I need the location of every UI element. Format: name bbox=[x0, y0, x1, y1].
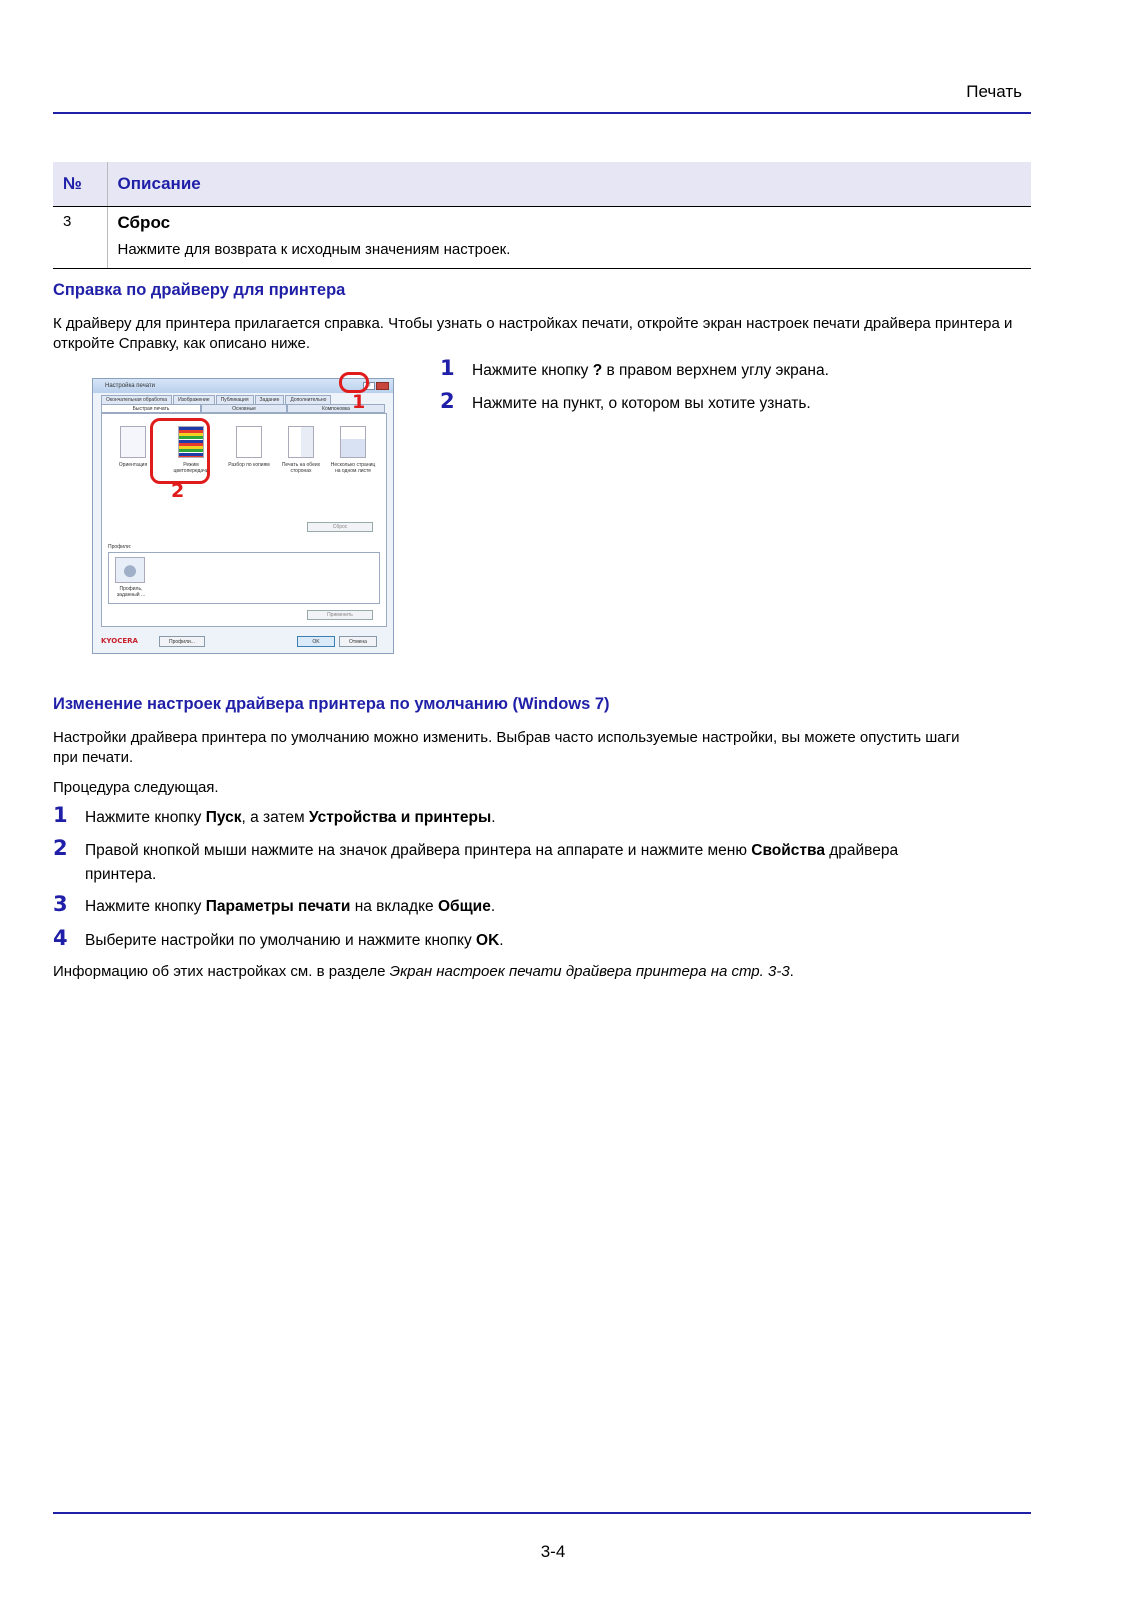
tile-duplex[interactable] bbox=[276, 426, 326, 474]
kyocera-logo: KYOCERA bbox=[101, 637, 138, 645]
step-text-bold: OK bbox=[476, 932, 500, 949]
tab-basic[interactable]: Основные bbox=[201, 404, 287, 413]
step-text-part: Нажмите кнопку bbox=[85, 809, 206, 826]
tab-advanced[interactable]: Дополнительно bbox=[285, 395, 331, 404]
step-text-bold: Пуск bbox=[205, 809, 242, 826]
footer-rule bbox=[53, 1512, 1031, 1514]
reference-note-text: Информацию об этих настройках см. в разделе bbox=[53, 963, 390, 980]
step-text-bold: ? bbox=[592, 362, 603, 379]
step-text-post: в правом верхнем углу экрана. bbox=[602, 362, 829, 379]
tile-label: Режим цветопередачи bbox=[173, 462, 209, 474]
tab-finishing[interactable]: Окончательная обработка bbox=[101, 395, 172, 404]
ok-button[interactable]: OK bbox=[297, 636, 335, 647]
profile-item-label: Профиль, заданный ... bbox=[116, 586, 146, 598]
tile-label: Ориентация bbox=[118, 462, 148, 468]
tabs-top-row bbox=[101, 395, 332, 404]
close-icon[interactable] bbox=[376, 382, 389, 390]
tile-multiple-pages[interactable] bbox=[328, 426, 378, 474]
profiles-list bbox=[108, 552, 380, 604]
step-text-part: Выберите настройки по умолчанию и нажмите кнопку bbox=[85, 932, 477, 949]
help-section-title: Справка по драйверу для принтера bbox=[53, 281, 346, 299]
column-header-number: № bbox=[53, 162, 107, 206]
print-settings-screenshot bbox=[92, 378, 394, 654]
window-title: Настройка печати bbox=[105, 383, 156, 389]
defaults-section-intro: Настройки драйвера принтера по умолчанию можно изменить. Выбрав часто используемые настройки, вы можете опустить шаги при печати. bbox=[53, 729, 960, 766]
tab-image[interactable]: Изображение bbox=[173, 395, 215, 404]
step-text-part: . bbox=[490, 898, 496, 915]
row-text: Нажмите для возврата к исходным значениям настроек. bbox=[117, 240, 511, 258]
orientation-icon bbox=[120, 426, 146, 458]
step-text bbox=[85, 895, 495, 919]
defaults-section-title: Изменение настроек драйвера принтера по умолчанию (Windows 7) bbox=[53, 695, 610, 713]
duplex-icon bbox=[288, 426, 314, 458]
procedure-label: Процедура следующая. bbox=[53, 779, 219, 796]
help-button[interactable]: ? bbox=[363, 382, 375, 390]
page-number: 3-4 bbox=[540, 1542, 566, 1561]
step-text-part: Нажмите кнопку bbox=[85, 898, 206, 915]
tab-layout[interactable]: Компоновка bbox=[287, 404, 385, 413]
step-text-bold: Свойства bbox=[751, 842, 825, 859]
step-text bbox=[85, 929, 504, 953]
reference-note bbox=[53, 962, 1033, 982]
reset-button[interactable]: Сброс bbox=[307, 522, 373, 532]
tile-collate[interactable] bbox=[224, 426, 274, 468]
multiple-pages-icon bbox=[340, 426, 366, 458]
cancel-button[interactable]: Отмена bbox=[339, 636, 377, 647]
help-section-intro: К драйверу для принтера прилагается справка. Чтобы узнать о настройках печати, откройте экран настроек печати драйвера принтера и откройте Справку, как описано ниже. bbox=[53, 315, 1013, 352]
step-text-part: Правой кнопкой мыши нажмите на значок драйвера принтера на аппарате и нажмите меню bbox=[85, 842, 752, 859]
step-text-bold: Параметры печати bbox=[205, 898, 351, 915]
profiles-button[interactable]: Профили... bbox=[159, 636, 205, 647]
step-text-bold: Общие bbox=[437, 898, 491, 915]
callout-circle-help bbox=[339, 372, 369, 393]
apply-button[interactable]: Применить bbox=[307, 610, 373, 620]
step-text-part: драйвера bbox=[824, 842, 899, 859]
step-text-part: на вкладке bbox=[350, 898, 438, 915]
tile-label: Несколько страниц на одном листе bbox=[330, 462, 376, 474]
row-title: Сброс bbox=[117, 212, 171, 232]
column-header-description: Описание bbox=[107, 162, 1031, 206]
row-number: 3 bbox=[53, 206, 107, 268]
description-table bbox=[53, 162, 1031, 269]
profile-icon[interactable] bbox=[115, 557, 145, 583]
step-text bbox=[85, 806, 496, 830]
tab-job[interactable]: Задание bbox=[255, 395, 285, 404]
cross-reference-link[interactable]: Экран настроек печати драйвера принтера на стр. 3-3 bbox=[389, 963, 790, 980]
table-header-row bbox=[53, 162, 1031, 206]
callout-number-1: 1 bbox=[352, 391, 366, 413]
step-text-pre: Нажмите кнопку bbox=[472, 362, 593, 379]
step-text-line2: принтера. bbox=[85, 866, 157, 883]
quick-print-panel bbox=[101, 413, 387, 627]
profiles-label: Профили: bbox=[108, 544, 132, 550]
step-text: Нажмите на пункт, о котором вы хотите узнать. bbox=[472, 395, 811, 412]
step-text-part: , а затем bbox=[241, 809, 309, 826]
step-text-part: . bbox=[499, 932, 504, 949]
collate-icon bbox=[236, 426, 262, 458]
step-text bbox=[472, 359, 829, 383]
running-header-title: Печать bbox=[966, 82, 1022, 101]
tab-publishing[interactable]: Публикация bbox=[216, 395, 254, 404]
step-number: 1 bbox=[53, 803, 68, 827]
tabs-bottom-row bbox=[101, 404, 385, 413]
header-rule bbox=[53, 112, 1031, 114]
step-number: 3 bbox=[53, 892, 68, 916]
step-number: 4 bbox=[53, 926, 68, 950]
dialog-footer bbox=[101, 635, 387, 649]
step-number: 2 bbox=[440, 389, 455, 413]
step-text-bold: Устройства и принтеры bbox=[308, 809, 492, 826]
step-number: 1 bbox=[440, 356, 455, 380]
tile-label: Печать на обеих сторонах bbox=[281, 462, 321, 474]
step-text-part: . bbox=[491, 809, 496, 826]
callout-circle-color-mode bbox=[150, 418, 210, 484]
step-number: 2 bbox=[53, 836, 68, 860]
step-text bbox=[85, 839, 898, 887]
callout-number-2: 2 bbox=[171, 480, 185, 502]
tab-quick-print[interactable]: Быстрая печать bbox=[101, 404, 201, 413]
tile-label: Разбор по копиям bbox=[228, 462, 270, 468]
row-description bbox=[107, 206, 1031, 268]
table-row bbox=[53, 206, 1031, 268]
reference-note-end: . bbox=[789, 963, 794, 980]
